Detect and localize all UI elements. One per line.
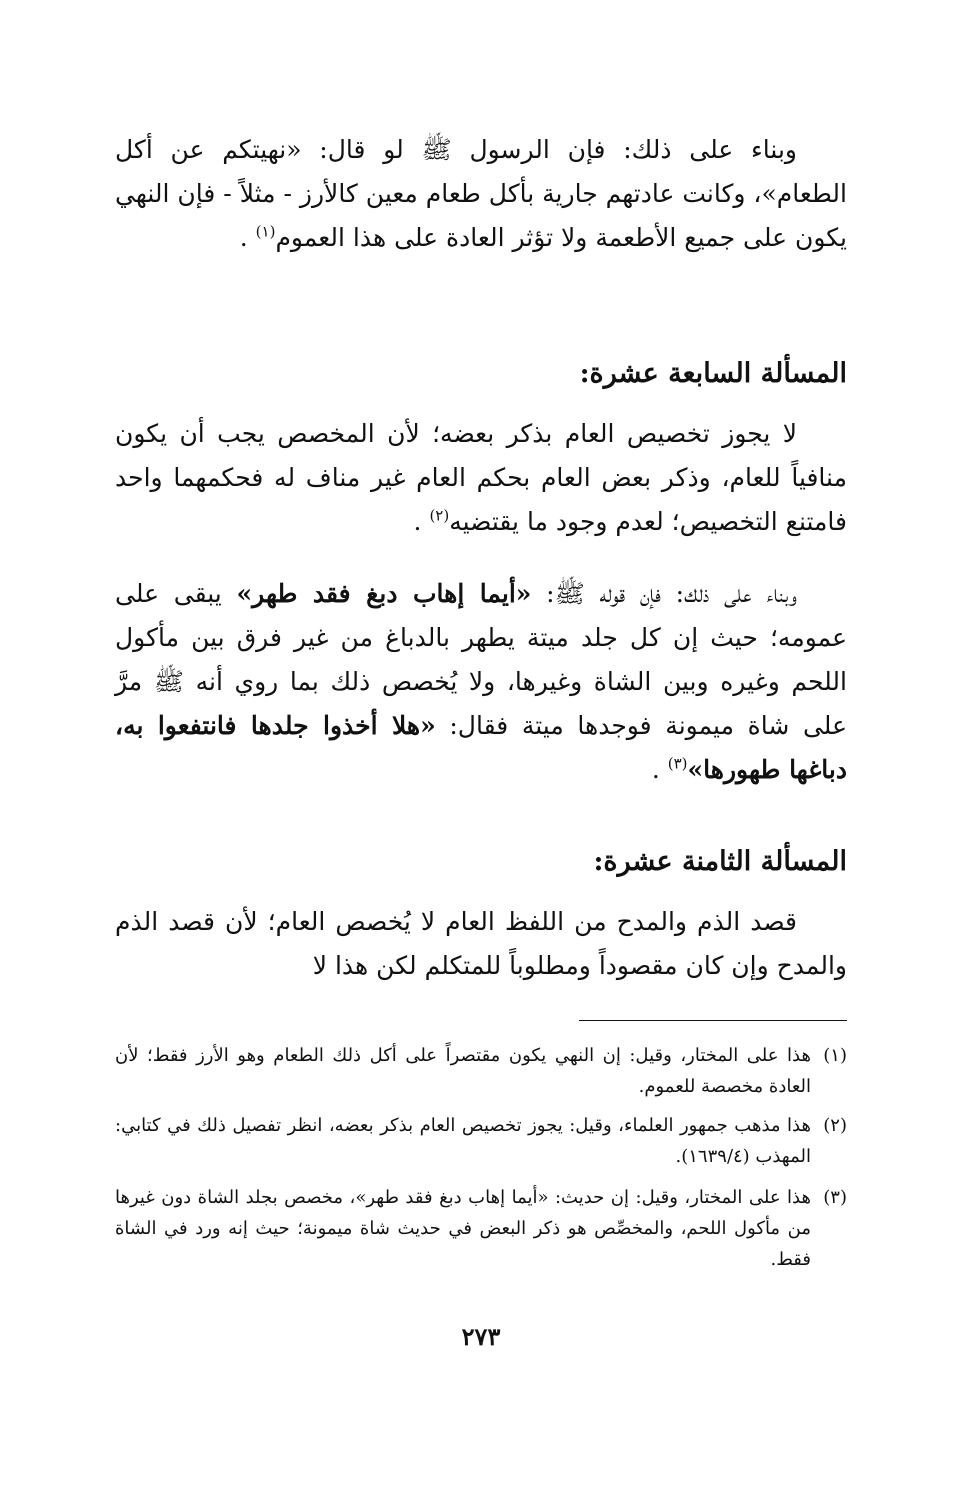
paragraph-4-text: قصد الذم والمدح من اللفظ العام لا يُخصص العام؛ لأن قصد الذم والمدح وإن كان مقصوداً ومطلوباً للمتكلم لكن هذا لا — [115, 907, 847, 980]
paragraph-3-intro: وبناء على ذلك: فإن قوله ﷺ: — [531, 579, 798, 608]
heading-question-18: المسألة الثامنة عشرة: — [593, 846, 847, 877]
heading-question-17: المسألة السابعة عشرة: — [579, 358, 847, 389]
footnote-1-number: (١) — [823, 1045, 847, 1066]
hadith-quote-2: «هلا أخذوا جلدها فانتفعوا به، دباغها طهورها» — [115, 711, 847, 784]
footnote-2-number: (٢) — [823, 1115, 847, 1136]
paragraph-3 — [115, 572, 847, 792]
footnote-ref-3: (٣) — [667, 754, 688, 773]
paragraph-3-end: . — [651, 755, 660, 784]
footnote-3-text: هذا على المختار، وقيل: إن حديث: «أيما إهاب دبغ فقد طهر»، مخصص بجلد الشاة دون غيرها من مأكول اللحم، والمخصِّص هو ذكر البعض في حديث شاة ميمونة؛ حيث إنه ورد في الشاة فقط. — [115, 1187, 811, 1270]
paragraph-2 — [115, 412, 847, 544]
footnote-2-text: هذا مذهب جمهور العلماء، وقيل: يجوز تخصيص العام بذكر بعضه، انظر تفصيل ذلك في كتابي: المهذب (١٦٣٩/٤). — [115, 1115, 811, 1167]
paragraph-2-text: لا يجوز تخصيص العام بذكر بعضه؛ لأن المخصص يجب أن يكون منافياً للعام، وذكر بعض العام بحكم العام غير مناف له فحكمهما واحد فامتنع التخصيص؛ لعدم وجود ما يقتضيه — [115, 419, 847, 536]
footnote-1-text: هذا على المختار، وقيل: إن النهي يكون مقتصراً على أكل ذلك الطعام وهو الأرز فقط؛ لأن العادة مخصصة للعموم. — [115, 1045, 811, 1097]
footnote-separator — [579, 1020, 847, 1021]
footnote-ref-1: (١) — [255, 222, 276, 241]
paragraph-1-end: . — [239, 223, 248, 252]
footnote-1 — [115, 1040, 847, 1102]
page-number: ٢٧٣ — [461, 1322, 501, 1351]
footnote-ref-2: (٢) — [429, 506, 450, 525]
paragraph-1 — [115, 128, 847, 260]
footnote-3-number: (٣) — [823, 1187, 847, 1208]
paragraph-4 — [115, 900, 847, 988]
paragraph-1-text: وبناء على ذلك: فإن الرسول ﷺ لو قال: «نهيتكم عن أكل الطعام»، وكانت عادتهم جارية بأكل طعام معين كالأرز - مثلاً - فإن النهي يكون على جميع الأطعمة ولا تؤثر العادة على هذا العموم — [115, 135, 847, 252]
paragraph-3-middle: يبقى على عمومه؛ حيث إن كل جلد ميتة يطهر بالدباغ من غير فرق بين مأكول اللحم وغيره وبين الشاة وغيرها، ولا يُخصص ذلك بما روي أنه ﷺ مرَّ على شاة ميمونة فوجدها ميتة فقال: — [115, 579, 847, 740]
paragraph-2-end: . — [413, 507, 422, 536]
footnote-3 — [115, 1182, 847, 1275]
hadith-quote-1: «أيما إهاب دبغ فقد طهر» — [236, 579, 532, 608]
footnote-2 — [115, 1110, 847, 1172]
